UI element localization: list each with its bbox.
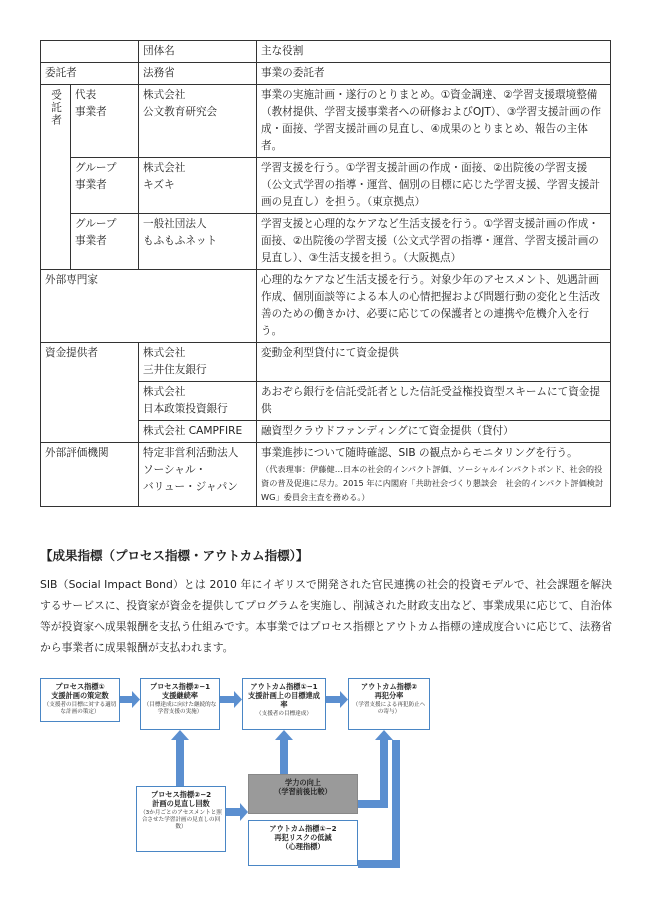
box-subtitle: （支援者の目標達成） bbox=[256, 711, 312, 717]
representative-role: 事業の実施計画・遂行のとりまとめ。①資金調達、②学習支援環境整備（教材提供、学習支援事業者への研修およびOJT）、③学習支援計画の作成・面接、学習支援計画の見直し、④成果のとりまとめ、報告の主体者。 bbox=[257, 85, 611, 158]
box-title: アウトカム指標①−2 再犯リスクの低減 （心理指標） bbox=[269, 824, 337, 851]
academic-improvement-box bbox=[248, 774, 358, 814]
group1-role: 学習支援を行う。①学習支援計画の作成・面接、②出院後の学習支援（公文式学習の指導・運営、個別の目標に応じた学習支援、学習支援計画の見直し）を担う。（東京拠点） bbox=[257, 158, 611, 214]
funder-role: 融資型クラウドファンディングにて資金提供（貸付） bbox=[257, 421, 611, 443]
box-title: プロセス指標②−2 計画の見直し回数 bbox=[150, 790, 212, 808]
box-title: 学力の向上 （学習前後比較） bbox=[274, 778, 332, 796]
commissioner-org: 法務省 bbox=[139, 63, 257, 85]
box-subtitle: （3か月ごとのアセスメントと照合させた学習計画の見直しの回数） bbox=[140, 810, 222, 830]
outcome-indicator-2-box bbox=[348, 678, 430, 730]
group2-org: 一般社団法人 もふもふネット bbox=[139, 214, 257, 270]
box-subtitle: （支援者の目標に対する適切な計画の策定） bbox=[43, 702, 117, 715]
outcome-indicator-1-1-box bbox=[242, 678, 326, 730]
evaluator-role-cell bbox=[257, 443, 611, 507]
box-title: プロセス指標②−1 支援継続率 bbox=[149, 682, 211, 700]
contractor-label: 受託者 bbox=[41, 85, 71, 270]
box-title: プロセス指標① 支援計画の策定数 bbox=[51, 682, 109, 700]
process-indicator-2-2-box bbox=[136, 786, 226, 852]
table-row bbox=[41, 158, 611, 214]
group2-role: 学習支援と心理的なケアなど生活支援を行う。①学習支援計画の作成・面接、②出院後の学習支援（公文式学習の指導・運営、学習支援計画の見直し）、③生活支援を担う。（大阪拠点） bbox=[257, 214, 611, 270]
group1-label: グループ 事業者 bbox=[71, 158, 139, 214]
commissioner-label: 委託者 bbox=[41, 63, 139, 85]
funder-role: あおぞら銀行を信託受託者とした信託受益権投資型スキームにて資金提供 bbox=[257, 382, 611, 421]
table-row bbox=[41, 443, 611, 507]
table-row bbox=[41, 343, 611, 382]
evaluator-org: 特定非営利活動法人 ソーシャル・ バリュー・ジャパン bbox=[139, 443, 257, 507]
box-title: アウトカム指標② 再犯分率 bbox=[360, 682, 418, 700]
section-title: 【成果指標（プロセス指標・アウトカム指標）】 bbox=[40, 548, 309, 563]
table-row bbox=[41, 85, 611, 158]
evaluator-note: （代表理事：伊藤健…日本の社会的インパクト評価、ソーシャルインパクトボンド、社会的投資の普及促進に尽力。2015 年に内閣府「共助社会づくり懇談会 社会的インパクト評価検討 WG」委員会主査を務める。） bbox=[261, 464, 604, 502]
expert-label: 外部専門家 bbox=[41, 270, 257, 343]
representative-org: 株式会社 公文教育研究会 bbox=[139, 85, 257, 158]
funder-org: 株式会社 三井住友銀行 bbox=[139, 343, 257, 382]
header-role: 主な役割 bbox=[257, 41, 611, 63]
funders-label: 資金提供者 bbox=[41, 343, 139, 443]
header-org: 団体名 bbox=[139, 41, 257, 63]
box-title: アウトカム指標①−1 支援計画上の目標達成率 bbox=[248, 682, 320, 709]
table-header-row bbox=[41, 41, 611, 63]
representative-label: 代表 事業者 bbox=[71, 85, 139, 158]
funder-org: 株式会社 日本政策投資銀行 bbox=[139, 382, 257, 421]
process-indicator-1-box bbox=[40, 678, 120, 722]
box-subtitle: （学習支援による再犯防止への寄与） bbox=[352, 702, 426, 715]
process-indicator-2-1-box bbox=[140, 678, 220, 730]
indicator-flow-diagram bbox=[40, 670, 610, 890]
group1-org: 株式会社 キズキ bbox=[139, 158, 257, 214]
evaluator-label: 外部評価機関 bbox=[41, 443, 139, 507]
table-row bbox=[41, 63, 611, 85]
table-row bbox=[41, 270, 611, 343]
box-subtitle: （目標達成に向けた継続的な学習支援の実施） bbox=[143, 702, 217, 715]
expert-role: 心理的なケアなど生活支援を行う。対象少年のアセスメント、処遇計画作成、個別面談等による本人の心情把握および問題行動の変化と生活改善のための働きかけ、必要に応じての保護者との連携や危機介入を行う。 bbox=[257, 270, 611, 343]
outcome-indicator-1-2-box bbox=[248, 820, 358, 866]
group2-label: グループ 事業者 bbox=[71, 214, 139, 270]
body-paragraph: SIB（Social Impact Bond）とは 2010 年にイギリスで開発された官民連携の社会的投資モデルで、社会課題を解決するサービスに、投資家が資金を提供してプログラムを実施し、削減された財政支出など、事業成果に応じて、自治体等が投資家へ成果報酬を支払う仕組みです。本事業ではプロセス指標とアウトカム指標の達成度合いに応じて、法務省から事業者に成果報酬が支払われます。 bbox=[40, 578, 612, 654]
commissioner-role: 事業の委託者 bbox=[257, 63, 611, 85]
roles-table bbox=[40, 40, 611, 507]
funder-org: 株式会社 CAMPFIRE bbox=[139, 421, 257, 443]
table-row bbox=[41, 214, 611, 270]
evaluator-role: 事業進捗について随時確認、SIB の観点からモニタリングを行う。 bbox=[261, 447, 578, 459]
funder-role: 変動金利型貸付にて資金提供 bbox=[257, 343, 611, 382]
